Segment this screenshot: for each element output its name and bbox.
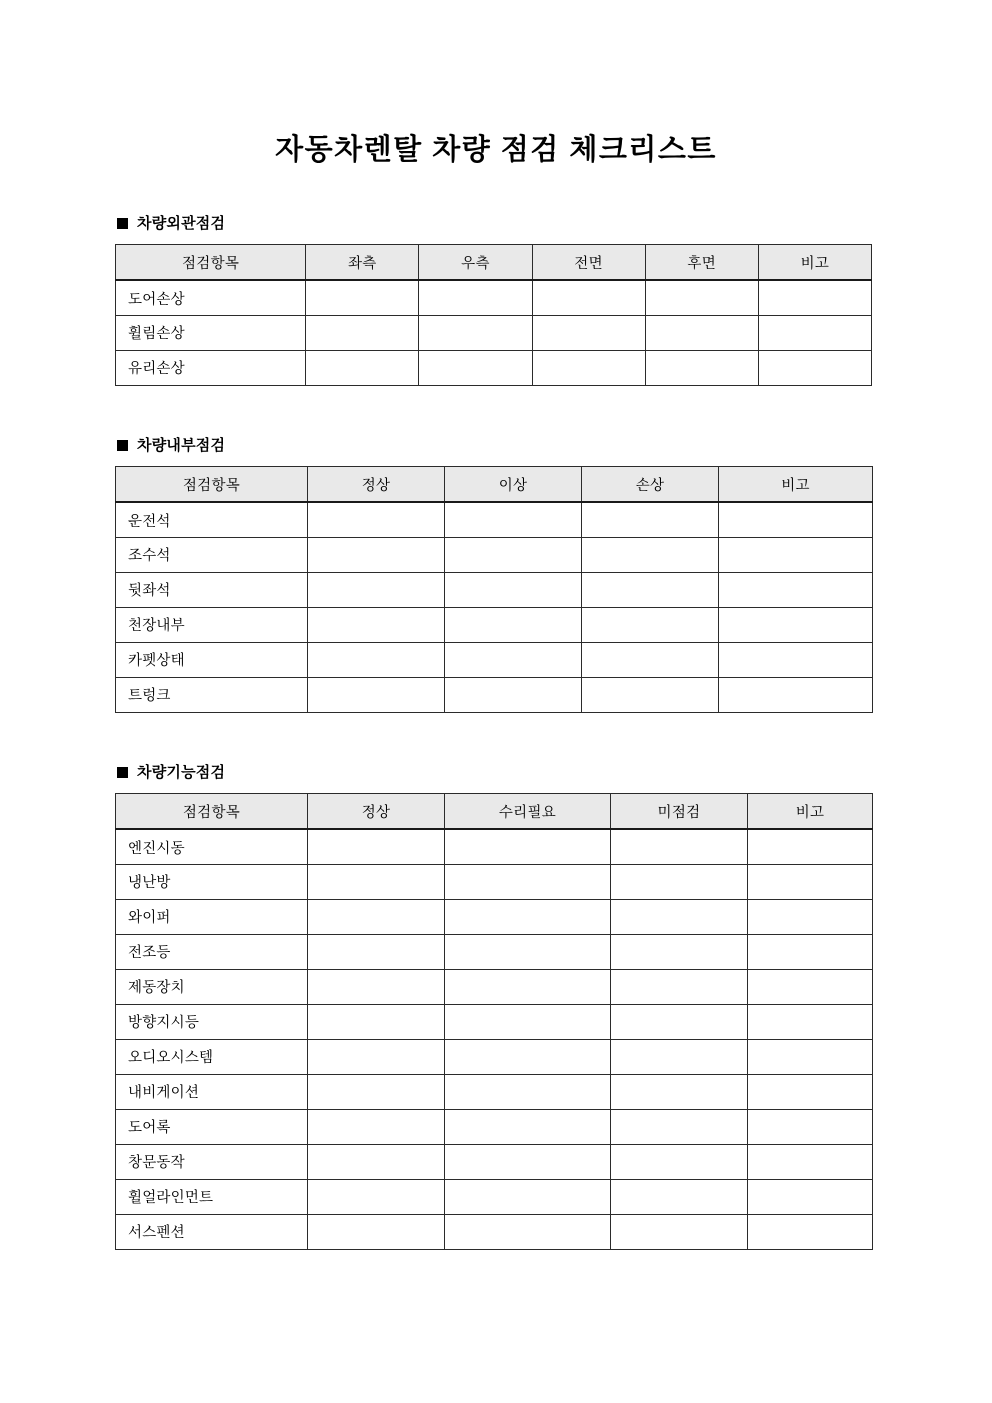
row-item-label: 휠얼라인먼트: [116, 1179, 308, 1214]
table-row: [116, 537, 873, 572]
checkbox-cell-repair[interactable]: [445, 1179, 611, 1214]
column-header-normal: 정상: [308, 793, 445, 829]
checkbox-cell-right[interactable]: [419, 280, 532, 315]
checkbox-cell-damaged[interactable]: [582, 677, 719, 712]
checkbox-cell-repair[interactable]: [445, 969, 611, 1004]
checkbox-cell-unchecked[interactable]: [611, 1039, 748, 1074]
filled-square-bullet-icon: [117, 440, 128, 451]
checkbox-cell-repair[interactable]: [445, 1144, 611, 1179]
checkbox-cell-damaged[interactable]: [582, 572, 719, 607]
checkbox-cell-repair[interactable]: [445, 899, 611, 934]
table-row: [116, 572, 873, 607]
section-interior-inspection: [115, 386, 877, 713]
checkbox-cell-normal[interactable]: [308, 607, 445, 642]
table-row: [116, 1004, 873, 1039]
row-item-label: 유리손상: [116, 350, 306, 385]
checkbox-cell-abnormal[interactable]: [445, 572, 582, 607]
checkbox-cell-normal[interactable]: [308, 1074, 445, 1109]
checkbox-cell-left[interactable]: [306, 350, 419, 385]
section-function-inspection: [115, 713, 877, 1250]
column-header-item: 점검항목: [116, 244, 306, 280]
checkbox-cell-repair[interactable]: [445, 1004, 611, 1039]
note-cell[interactable]: [748, 1109, 873, 1144]
table-row: [116, 899, 873, 934]
note-cell[interactable]: [748, 1144, 873, 1179]
checkbox-cell-normal[interactable]: [308, 1144, 445, 1179]
table-row: [116, 829, 873, 864]
row-item-label: 창문동작: [116, 1144, 308, 1179]
checkbox-cell-right[interactable]: [419, 315, 532, 350]
table-row: [116, 642, 873, 677]
table-row: [116, 280, 872, 315]
checkbox-cell-repair[interactable]: [445, 864, 611, 899]
column-header-item: 점검항목: [116, 793, 308, 829]
checkbox-cell-abnormal[interactable]: [445, 677, 582, 712]
checkbox-cell-normal[interactable]: [308, 1214, 445, 1249]
checkbox-cell-unchecked[interactable]: [611, 1074, 748, 1109]
checkbox-cell-unchecked[interactable]: [611, 1179, 748, 1214]
filled-square-bullet-icon: [117, 767, 128, 778]
table-header-row: [116, 466, 873, 502]
row-item-label: 냉난방: [116, 864, 308, 899]
section-heading-interior: [117, 438, 877, 453]
exterior-inspection-table: [115, 244, 872, 386]
checkbox-cell-right[interactable]: [419, 350, 532, 385]
checkbox-cell-front[interactable]: [532, 350, 645, 385]
checkbox-cell-damaged[interactable]: [582, 642, 719, 677]
table-header-row: [116, 793, 873, 829]
column-header-abnormal: 이상: [445, 466, 582, 502]
checkbox-cell-damaged[interactable]: [582, 607, 719, 642]
note-cell[interactable]: [748, 864, 873, 899]
checkbox-cell-normal[interactable]: [308, 934, 445, 969]
checkbox-cell-unchecked[interactable]: [611, 1109, 748, 1144]
interior-inspection-table: [115, 466, 873, 713]
note-cell[interactable]: [719, 537, 873, 572]
column-header-front: 전면: [532, 244, 645, 280]
checkbox-cell-repair[interactable]: [445, 1109, 611, 1144]
table-row: [116, 934, 873, 969]
section-heading-label: 차량내부점검: [137, 436, 226, 454]
checkbox-cell-unchecked[interactable]: [611, 1004, 748, 1039]
note-cell[interactable]: [748, 829, 873, 864]
table-header-row: [116, 244, 872, 280]
table-row: [116, 502, 873, 537]
row-item-label: 휠림손상: [116, 315, 306, 350]
section-exterior-inspection: [115, 168, 877, 386]
column-header-repair-needed: 수리필요: [445, 793, 611, 829]
checkbox-cell-normal[interactable]: [308, 537, 445, 572]
table-row: [116, 1179, 873, 1214]
row-item-label: 뒷좌석: [116, 572, 308, 607]
section-heading-exterior: [117, 216, 877, 231]
checkbox-cell-rear[interactable]: [645, 280, 758, 315]
checkbox-cell-abnormal[interactable]: [445, 642, 582, 677]
row-item-label: 도어손상: [116, 280, 306, 315]
note-cell[interactable]: [758, 350, 871, 385]
checkbox-cell-abnormal[interactable]: [445, 537, 582, 572]
row-item-label: 도어록: [116, 1109, 308, 1144]
row-item-label: 오디오시스템: [116, 1039, 308, 1074]
table-row: [116, 350, 872, 385]
column-header-damaged: 손상: [582, 466, 719, 502]
note-cell[interactable]: [748, 899, 873, 934]
checkbox-cell-front[interactable]: [532, 280, 645, 315]
checkbox-cell-unchecked[interactable]: [611, 829, 748, 864]
checkbox-cell-unchecked[interactable]: [611, 934, 748, 969]
checkbox-cell-normal[interactable]: [308, 969, 445, 1004]
function-inspection-table: [115, 793, 873, 1250]
checkbox-cell-normal[interactable]: [308, 502, 445, 537]
table-row: [116, 677, 873, 712]
table-row: [116, 607, 873, 642]
table-row: [116, 315, 872, 350]
note-cell[interactable]: [748, 1004, 873, 1039]
checkbox-cell-front[interactable]: [532, 315, 645, 350]
note-cell[interactable]: [748, 934, 873, 969]
note-cell[interactable]: [748, 1179, 873, 1214]
checkbox-cell-repair[interactable]: [445, 1074, 611, 1109]
checkbox-cell-left[interactable]: [306, 280, 419, 315]
checkbox-cell-repair[interactable]: [445, 1039, 611, 1074]
row-item-label: 내비게이션: [116, 1074, 308, 1109]
checkbox-cell-unchecked[interactable]: [611, 1144, 748, 1179]
column-header-item: 점검항목: [116, 466, 308, 502]
checkbox-cell-normal[interactable]: [308, 572, 445, 607]
column-header-unchecked: 미점검: [611, 793, 748, 829]
row-item-label: 방향지시등: [116, 1004, 308, 1039]
column-header-right: 우측: [419, 244, 532, 280]
checkbox-cell-repair[interactable]: [445, 1214, 611, 1249]
checkbox-cell-normal[interactable]: [308, 1039, 445, 1074]
checkbox-cell-normal[interactable]: [308, 829, 445, 864]
section-heading-label: 차량기능점검: [137, 763, 226, 781]
note-cell[interactable]: [758, 280, 871, 315]
note-cell[interactable]: [719, 677, 873, 712]
note-cell[interactable]: [719, 502, 873, 537]
column-header-note: 비고: [719, 466, 873, 502]
column-header-normal: 정상: [308, 466, 445, 502]
checkbox-cell-normal[interactable]: [308, 1109, 445, 1144]
row-item-label: 전조등: [116, 934, 308, 969]
checkbox-cell-rear[interactable]: [645, 315, 758, 350]
table-row: [116, 864, 873, 899]
note-cell[interactable]: [719, 642, 873, 677]
note-cell[interactable]: [748, 1039, 873, 1074]
row-item-label: 엔진시동: [116, 829, 308, 864]
row-item-label: 제동장치: [116, 969, 308, 1004]
checkbox-cell-normal[interactable]: [308, 677, 445, 712]
table-row: [116, 969, 873, 1004]
row-item-label: 트렁크: [116, 677, 308, 712]
note-cell[interactable]: [719, 607, 873, 642]
checkbox-cell-normal[interactable]: [308, 1179, 445, 1214]
table-row: [116, 1039, 873, 1074]
checkbox-cell-damaged[interactable]: [582, 537, 719, 572]
table-row: [116, 1074, 873, 1109]
row-item-label: 조수석: [116, 537, 308, 572]
note-cell[interactable]: [748, 1214, 873, 1249]
checkbox-cell-unchecked[interactable]: [611, 864, 748, 899]
table-row: [116, 1214, 873, 1249]
column-header-rear: 후면: [645, 244, 758, 280]
note-cell[interactable]: [758, 315, 871, 350]
checkbox-cell-abnormal[interactable]: [445, 607, 582, 642]
checkbox-cell-abnormal[interactable]: [445, 502, 582, 537]
row-item-label: 와이퍼: [116, 899, 308, 934]
column-header-note: 비고: [758, 244, 871, 280]
checkbox-cell-repair[interactable]: [445, 829, 611, 864]
checkbox-cell-normal[interactable]: [308, 864, 445, 899]
checkbox-cell-unchecked[interactable]: [611, 969, 748, 1004]
section-heading-function: [117, 765, 877, 780]
table-row: [116, 1144, 873, 1179]
checkbox-cell-left[interactable]: [306, 315, 419, 350]
checkbox-cell-normal[interactable]: [308, 642, 445, 677]
checkbox-cell-repair[interactable]: [445, 934, 611, 969]
filled-square-bullet-icon: [117, 218, 128, 229]
column-header-note: 비고: [748, 793, 873, 829]
checkbox-cell-rear[interactable]: [645, 350, 758, 385]
table-row: [116, 1109, 873, 1144]
note-cell[interactable]: [719, 572, 873, 607]
column-header-left: 좌측: [306, 244, 419, 280]
checkbox-cell-damaged[interactable]: [582, 502, 719, 537]
checkbox-cell-normal[interactable]: [308, 1004, 445, 1039]
note-cell[interactable]: [748, 1074, 873, 1109]
checkbox-cell-unchecked[interactable]: [611, 1214, 748, 1249]
row-item-label: 운전석: [116, 502, 308, 537]
row-item-label: 서스펜션: [116, 1214, 308, 1249]
page-title: 자동차렌탈 차량 점검 체크리스트: [275, 134, 717, 166]
row-item-label: 천장내부: [116, 607, 308, 642]
checkbox-cell-normal[interactable]: [308, 899, 445, 934]
section-heading-label: 차량외관점검: [137, 214, 226, 232]
row-item-label: 카펫상태: [116, 642, 308, 677]
checkbox-cell-unchecked[interactable]: [611, 899, 748, 934]
note-cell[interactable]: [748, 969, 873, 1004]
